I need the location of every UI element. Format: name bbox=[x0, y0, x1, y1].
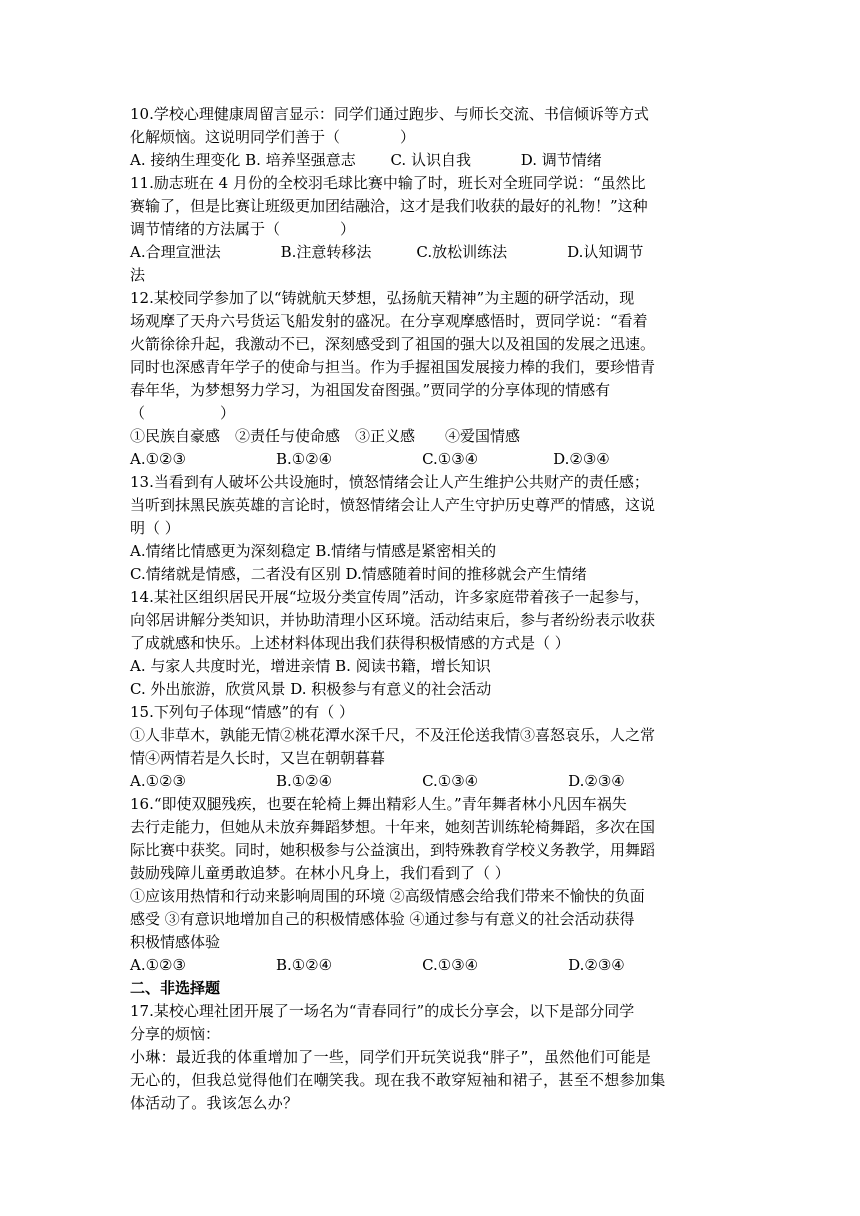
answer-options: A.合理宣泄法 B.注意转移法 C.放松训练法 D.认知调节 bbox=[130, 243, 644, 261]
question-text-line: ①应该用热情和行动来影响周围的环境 ②高级情感会给我们带来不愉快的负面 bbox=[130, 887, 645, 905]
question-text-line: 积极情感体验 bbox=[130, 933, 221, 951]
question-11 bbox=[130, 172, 730, 287]
exam-page bbox=[130, 103, 730, 1115]
answer-options: A.①②③ B.①②④ C.①③④ D.②③④ bbox=[130, 772, 625, 790]
question-12 bbox=[130, 287, 730, 471]
question-text-line: 赛输了，但是比赛让班级更加团结融洽，这才是我们收获的最好的礼物！”这种 bbox=[130, 197, 648, 215]
answer-options: A.①②③ B.①②④ C.①③④ D.②③④ bbox=[130, 956, 625, 974]
answer-options: C. 外出旅游，欣赏风景 D. 积极参与有意义的社会活动 bbox=[130, 680, 492, 698]
quote-line: 无心的，但我总觉得他们在嘲笑我。现在我不敢穿短袖和裙子，甚至不想参加集 bbox=[130, 1071, 666, 1089]
question-text-line: 14.某社区组织居民开展“垃圾分类宣传周”活动，许多家庭带着孩子一起参与， bbox=[130, 588, 650, 606]
question-text-line: 同时也深感青年学子的使命与担当。作为手握祖国发展接力棒的我们，要珍惜青 bbox=[130, 358, 656, 376]
answer-options: 法 bbox=[130, 266, 146, 284]
question-text-line: ①人非草木，孰能无情②桃花潭水深千尺，不及汪伦送我情③喜怒哀乐，人之常 bbox=[130, 726, 656, 744]
question-text-line: 13.当看到有人破坏公共设施时，愤怒情绪会让人产生维护公共财产的责任感； bbox=[130, 473, 649, 491]
question-text-line: 鼓励残障儿童勇敢追梦。在林小凡身上，我们看到了（ ） bbox=[130, 864, 510, 882]
question-text-line: ①民族自豪感 ②责任与使命感 ③正义感 ④爱国情感 bbox=[130, 427, 521, 445]
question-text-line: 了成就感和快乐。上述材料体现出我们获得积极情感的方式是（ ） bbox=[130, 634, 570, 652]
question-text-line: 情④两情若是久长时，又岂在朝朝暮暮 bbox=[130, 749, 386, 767]
question-text-line: 场观摩了天舟六号货运飞船发射的盛况。在分享观摩感悟时，贾同学说：“看着 bbox=[130, 312, 648, 330]
question-text-line: 感受 ③有意识地增加自己的积极情感体验 ④通过参与有意义的社会活动获得 bbox=[130, 910, 635, 928]
question-text-line: 17.某校心理社团开展了一场名为“青春同行”的成长分享会，以下是部分同学 bbox=[130, 1002, 635, 1020]
question-text-line: 10.学校心理健康周留言显示：同学们通过跑步、与师长交流、书信倾诉等方式 bbox=[130, 105, 649, 123]
question-text-line: 当听到抹黑民族英雄的言论时，愤怒情绪会让人产生守护历史尊严的情感，这说 bbox=[130, 496, 656, 514]
question-list bbox=[130, 103, 730, 977]
question-16 bbox=[130, 793, 730, 977]
question-text-line: 去行走能力，但她从未放弃舞蹈梦想。十年来，她刻苦训练轮椅舞蹈，多次在国 bbox=[130, 818, 656, 836]
answer-options: A. 与家人共度时光，增进亲情 B. 阅读书籍，增长知识 bbox=[130, 657, 491, 675]
question-text-line: 化解烦恼。这说明同学们善于（ ） bbox=[130, 128, 416, 146]
question-text-line: （ ） bbox=[130, 404, 236, 422]
answer-options: A. 接纳生理变化 B. 培养坚强意志 C. 认识自我 D. 调节情绪 bbox=[130, 151, 602, 169]
answer-options: C.情绪就是情感，二者没有区别 D.情感随着时间的推移就会产生情绪 bbox=[130, 565, 587, 583]
question-14 bbox=[130, 586, 730, 701]
question-text-line: 15.下列句子体现“情感”的有（ ） bbox=[130, 703, 354, 721]
question-text-line: 向邻居讲解分类知识，并协助清理小区环境。活动结束后，参与者纷纷表示收获 bbox=[130, 611, 656, 629]
section-heading: 二、非选择题 bbox=[130, 979, 221, 997]
question-text-line: 际比赛中获奖。同时，她积极参与公益演出，到特殊教育学校义务教学，用舞蹈 bbox=[130, 841, 656, 859]
section-two bbox=[130, 977, 730, 1115]
question-text-line: 12.某校同学参加了以“铸就航天梦想，弘扬航天精神”为主题的研学活动，现 bbox=[130, 289, 635, 307]
question-10 bbox=[130, 103, 730, 172]
question-17-stem bbox=[130, 1000, 730, 1046]
question-text-line: 16.“即使双腿残疾，也要在轮椅上舞出精彩人生。”青年舞者林小凡因车祸失 bbox=[130, 795, 627, 813]
question-13 bbox=[130, 471, 730, 586]
question-text-line: 明（ ） bbox=[130, 519, 180, 537]
question-15 bbox=[130, 701, 730, 793]
student-quote bbox=[130, 1046, 730, 1115]
question-text-line: 火箭徐徐升起，我激动不已，深刻感受到了祖国的强大以及祖国的发展之迅速。 bbox=[130, 335, 656, 353]
question-text-line: 调节情绪的方法属于（ ） bbox=[130, 220, 356, 238]
answer-options: A.情绪比情感更为深刻稳定 B.情绪与情感是紧密相关的 bbox=[130, 542, 497, 560]
quote-line: 体活动了。我该怎么办？ bbox=[130, 1094, 299, 1112]
question-text-line: 分享的烦恼： bbox=[130, 1025, 221, 1043]
quote-line: 小琳：最近我的体重增加了一些，同学们开玩笑说我“胖子”，虽然他们可能是 bbox=[130, 1048, 652, 1066]
question-text-line: 春年华，为梦想努力学习，为祖国发奋图强。”贾同学的分享体现的情感有 bbox=[130, 381, 611, 399]
answer-options: A.①②③ B.①②④ C.①③④ D.②③④ bbox=[130, 450, 610, 468]
question-text-line: 11.励志班在 4 月份的全校羽毛球比赛中输了时，班长对全班同学说：“虽然比 bbox=[130, 174, 646, 192]
